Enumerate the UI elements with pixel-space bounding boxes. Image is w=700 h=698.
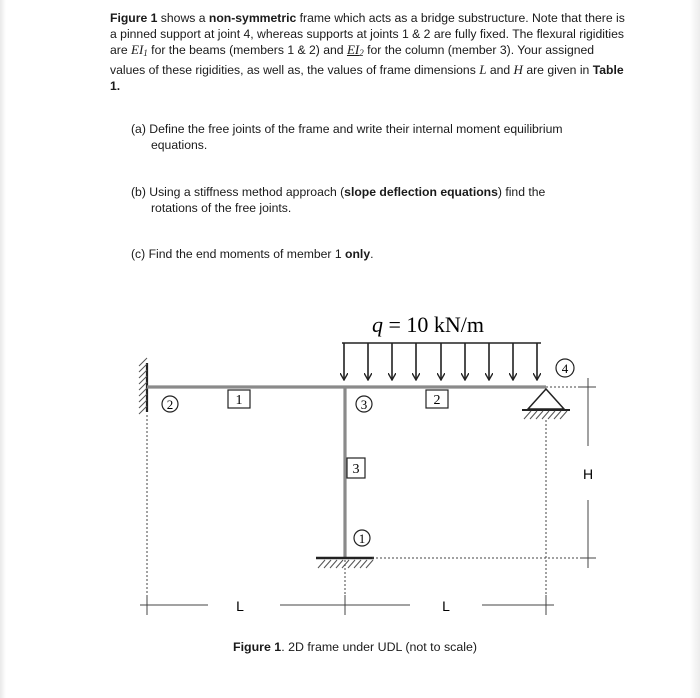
svg-text:1: 1 — [358, 531, 366, 546]
question-a-line-1: (a) Define the free joints of the frame and write their internal moment equilibrium — [131, 122, 563, 136]
dotted-guides — [147, 387, 596, 600]
fixed-support-left — [139, 358, 147, 414]
member-2-label — [426, 390, 448, 408]
dimension-L-right-label: L — [442, 598, 450, 614]
caption-text: . 2D frame under UDL (not to scale) — [281, 640, 478, 654]
non-symmetric-term: non-symmetric — [208, 11, 297, 25]
joint-3-label — [356, 396, 372, 412]
dimension-H-label: H — [582, 466, 594, 482]
member-1-label — [228, 390, 250, 408]
question-b-pre: (b) Using a stiffness method approach ( — [131, 185, 345, 199]
svg-text:2: 2 — [433, 393, 441, 408]
intro-text-1: shows a — [157, 11, 209, 25]
question-b-bold: slope deflection equations — [344, 185, 498, 199]
intro-text-6: are given in — [522, 62, 593, 77]
pin-support — [522, 389, 570, 419]
svg-text:4: 4 — [561, 361, 569, 376]
dimension-L — [140, 595, 554, 615]
svg-text:2: 2 — [166, 397, 174, 412]
joint-1-label — [354, 530, 370, 546]
dimension-L-left-label: L — [236, 598, 244, 614]
caption-label: Figure 1 — [233, 640, 282, 654]
svg-text:3: 3 — [360, 397, 368, 412]
load-label: q = 10 kN/m — [372, 312, 485, 337]
figure-ref: Figure 1 — [110, 11, 158, 25]
H-symbol: H — [513, 61, 523, 77]
L-symbol: L — [479, 61, 487, 77]
question-a-line-2: equations. — [151, 137, 208, 152]
svg-text:1: 1 — [235, 393, 243, 408]
svg-text:3: 3 — [352, 462, 360, 477]
intro-text-2: frame which acts as a bridge substructure. Note that there is a pinned support at joint 4, whereas supports at joints 1 & 2 are fully fixed. The flexural rigidities are — [110, 11, 625, 58]
intro-text-5: and — [486, 62, 514, 77]
question-c-post: . — [370, 247, 374, 261]
intro-text-4: for the column (member 3). Your assigned values of these rigidities, as well as, the values of frame dimensions — [110, 43, 595, 77]
question-c-bold: only — [345, 247, 371, 261]
question-b-line-2: rotations of the free joints. — [151, 200, 292, 215]
member-3-label — [347, 458, 365, 478]
table-ref: Table 1. — [110, 62, 624, 93]
fixed-support-bottom — [316, 558, 374, 568]
ei1-symbol: $EI_1$ — [131, 42, 148, 59]
question-c-pre: (c) Find the end moments of member 1 — [131, 247, 346, 261]
question-b-post: ) find the — [497, 185, 546, 199]
udl-load — [342, 343, 541, 380]
intro-text-3: for the beams (members 1 & 2) and — [147, 43, 347, 58]
ei2-symbol: $EI_2$ — [346, 42, 364, 59]
joint-4-label — [556, 359, 574, 377]
joint-2-label — [162, 396, 178, 412]
figure-caption — [233, 640, 477, 654]
